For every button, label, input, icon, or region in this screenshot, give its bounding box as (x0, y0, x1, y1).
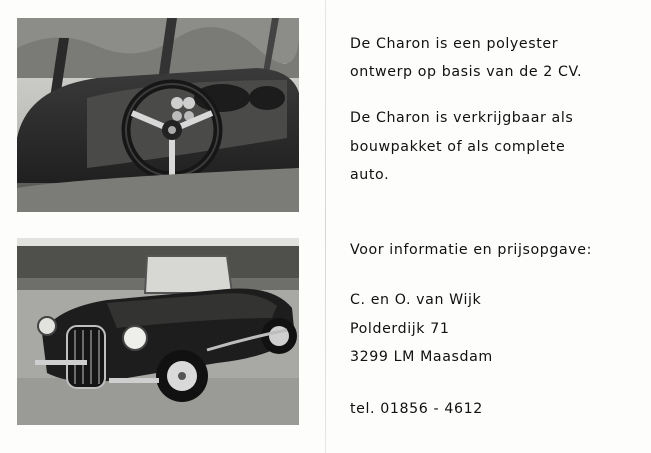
availability-line-1: De Charon is verkrijgbaar als (350, 110, 574, 126)
car-photo (17, 238, 299, 425)
fold-line (325, 0, 326, 453)
contact-street: Polderdijk 71 (350, 321, 450, 337)
description-line-1: De Charon is een polyester (350, 36, 559, 52)
description-line-2: ontwerp op basis van de 2 CV. (350, 64, 583, 80)
dashboard-photo (17, 18, 299, 212)
info-heading: Voor informatie en prijsopgave: (350, 242, 592, 258)
availability-line-2: bouwpakket of als complete (350, 139, 566, 155)
contact-name: C. en O. van Wijk (350, 292, 482, 308)
dashboard-photo-illustration (17, 18, 299, 212)
contact-city: 3299 LM Maasdam (350, 349, 493, 365)
contact-phone: tel. 01856 - 4612 (350, 401, 483, 417)
car-photo-illustration (17, 238, 299, 425)
availability-line-3: auto. (350, 167, 390, 183)
